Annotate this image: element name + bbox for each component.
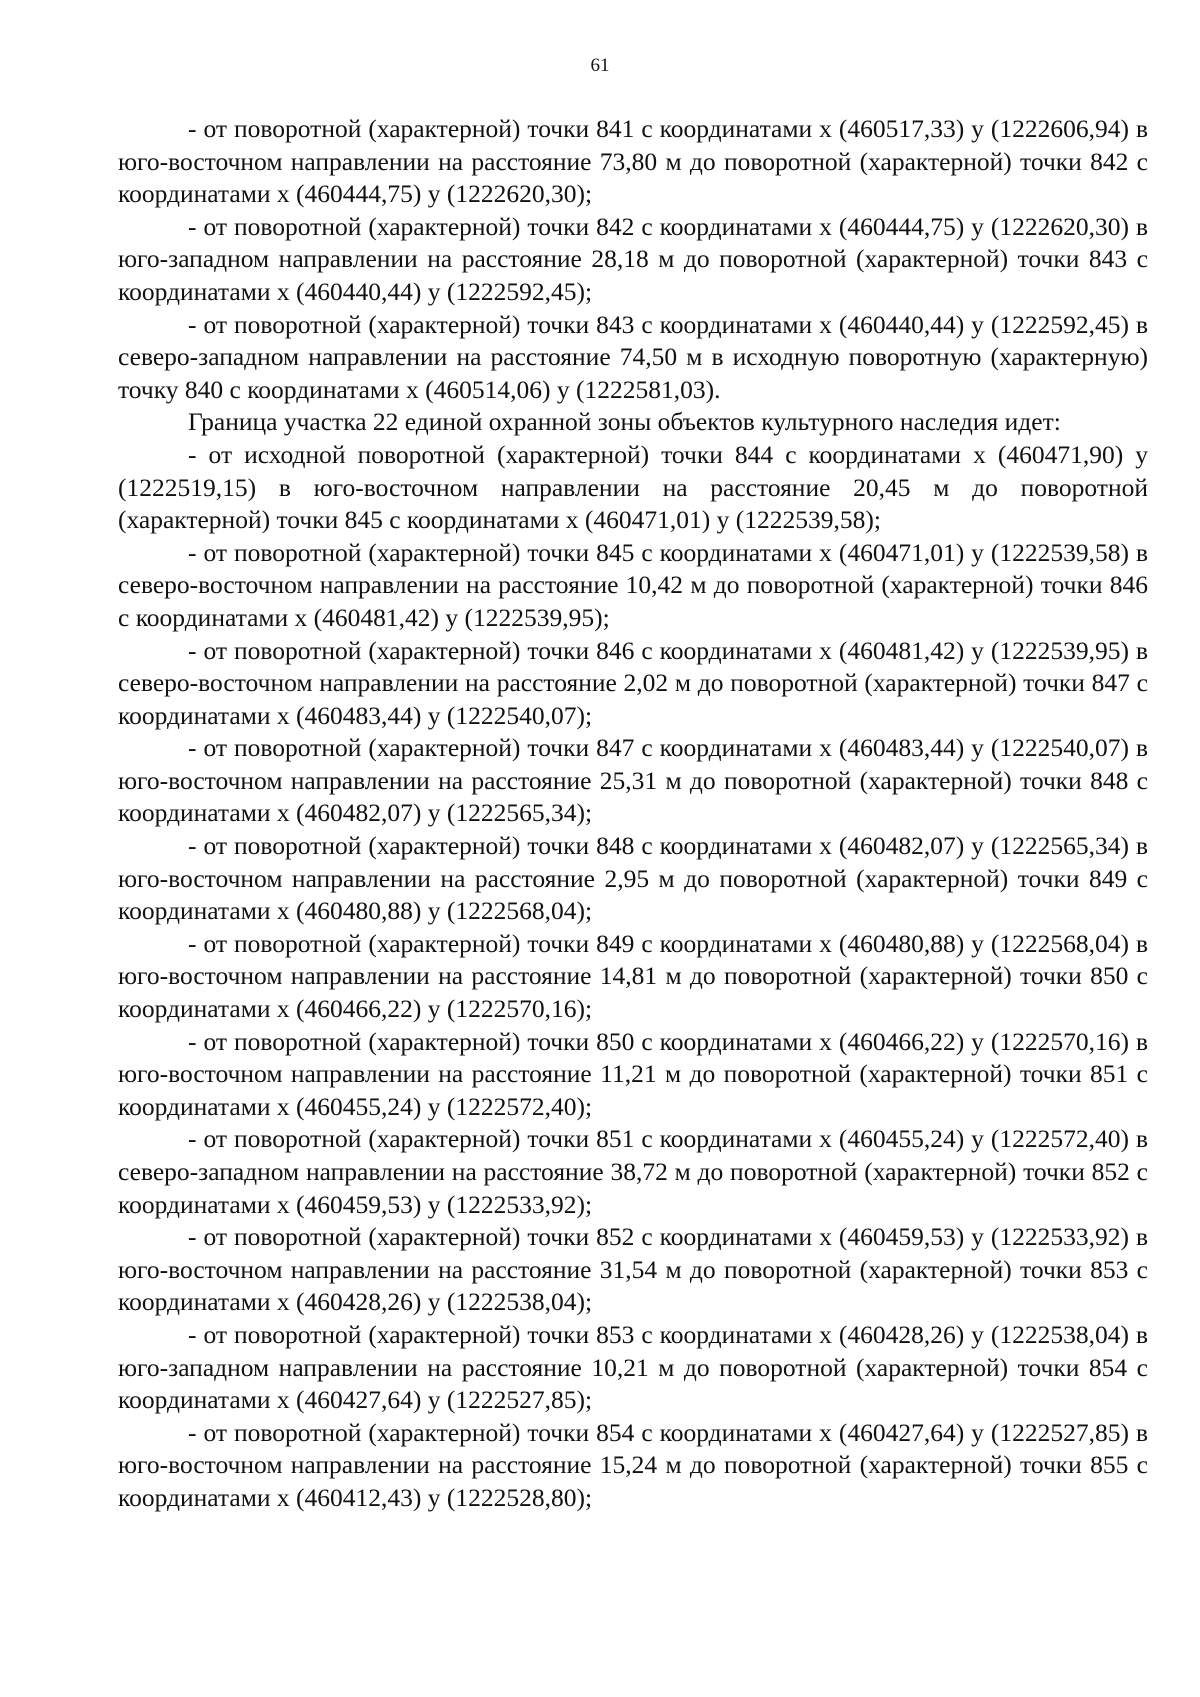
paragraph-section-22-heading: Граница участка 22 единой охранной зоны объектов культурного наследия идет: [188,407,1061,437]
document-body [118,113,1148,1515]
paragraph-point-841: - от поворотной (характерной) точки 841 с координатами x (460517,33) y (1222606,94) в юго-восточном направлении на расстояние 73,80 м до поворотной (характерной) точки 842 с координатами x (460444,75) y (1222620,30); [118,114,1148,209]
paragraph-point-851: - от поворотной (характерной) точки 851 с координатами x (460455,24) y (1222572,40) в северо-западном направлении на расстояние 38,72 м до поворотной (характерной) точки 852 с координатами x (460459,53) y (1222533,92); [118,1124,1148,1219]
paragraph-point-842: - от поворотной (характерной) точки 842 с координатами x (460444,75) y (1222620,30) в юго-западном направлении на расстояние 28,18 м до поворотной (характерной) точки 843 с координатами x (460440,44) y (1222592,45); [118,211,1148,306]
paragraph-point-849: - от поворотной (характерной) точки 849 с координатами x (460480,88) y (1222568,04) в юго-восточном направлении на расстояние 14,81 м до поворотной (характерной) точки 850 с координатами x (460466,22) y (1222570,16); [118,928,1148,1024]
paragraph-point-845: - от поворотной (характерной) точки 845 с координатами x (460471,01) y (1222539,58) в северо-восточном направлении на расстояние 10,42 м до поворотной (характерной) точки 846 с координатами x (460481,42) y (1222539,95); [118,537,1148,632]
paragraph-point-847: - от поворотной (характерной) точки 847 с координатами x (460483,44) y (1222540,07) в юго-восточном направлении на расстояние 25,31 м до поворотной (характерной) точки 848 с координатами x (460482,07) y (1222565,34); [118,733,1148,828]
paragraph-point-844: - от исходной поворотной (характерной) точки 844 с координатами x (460471,90) y (1222519,15) в юго-восточном направлении на расстояние 20,45 м до поворотной (характерной) точки 845 с координатами x (460471,01) y (1222539,58); [118,439,1148,535]
paragraph-point-852: - от поворотной (характерной) точки 852 с координатами x (460459,53) y (1222533,92) в юго-восточном направлении на расстояние 31,54 м до поворотной (характерной) точки 853 с координатами x (460428,26) y (1222538,04); [118,1222,1148,1317]
paragraph-point-854: - от поворотной (характерной) точки 854 с координатами x (460427,64) y (1222527,85) в юго-восточном направлении на расстояние 15,24 м до поворотной (характерной) точки 855 с координатами x (460412,43) y (1222528,80); [118,1417,1148,1512]
paragraph-point-848: - от поворотной (характерной) точки 848 с координатами x (460482,07) y (1222565,34) в юго-восточном направлении на расстояние 2,95 м до поворотной (характерной) точки 849 с координатами x (460480,88) y (1222568,04); [118,831,1148,926]
paragraph-point-853: - от поворотной (характерной) точки 853 с координатами x (460428,26) y (1222538,04) в юго-западном направлении на расстояние 10,21 м до поворотной (характерной) точки 854 с координатами x (460427,64) y (1222527,85); [118,1319,1148,1415]
paragraph-point-850: - от поворотной (характерной) точки 850 с координатами x (460466,22) y (1222570,16) в юго-восточном направлении на расстояние 11,21 м до поворотной (характерной) точки 851 с координатами x (460455,24) y (1222572,40); [118,1026,1148,1121]
paragraph-point-846: - от поворотной (характерной) точки 846 с координатами x (460481,42) y (1222539,95) в северо-восточном направлении на расстояние 2,02 м до поворотной (характерной) точки 847 с координатами x (460483,44) y (1222540,07); [118,635,1148,730]
paragraph-point-843: - от поворотной (характерной) точки 843 с координатами x (460440,44) y (1222592,45) в северо-западном направлении на расстояние 74,50 м в исходную поворотную (характерную) точку 840 с координатами x (460514,06) y (1222581,03). [118,309,1148,404]
page-number: 61 [590,55,610,76]
